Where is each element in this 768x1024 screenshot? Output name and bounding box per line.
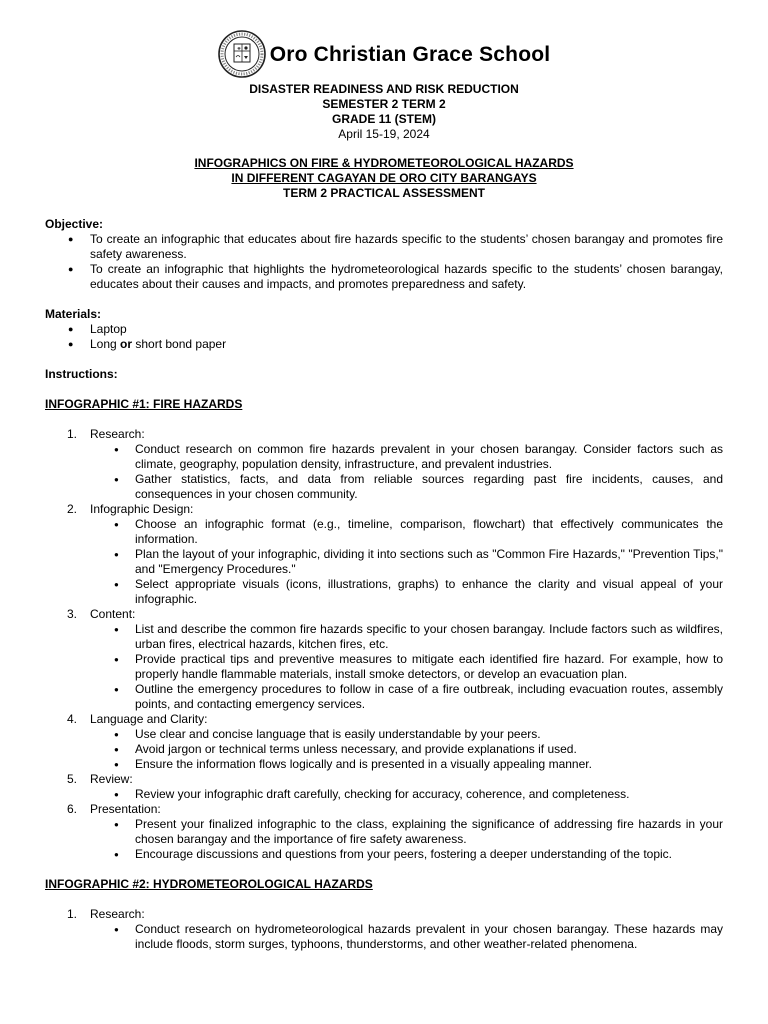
list-item: ● Choose an infographic format (e.g., timeline, comparison, flowchart) that effectively communicates the information. — [45, 517, 723, 547]
step-1 — [45, 907, 723, 952]
infographic-2-heading: INFOGRAPHIC #2: HYDROMETEOROLOGICAL HAZARDS — [45, 877, 373, 891]
assessment-title-line-3: TERM 2 PRACTICAL ASSESSMENT — [282, 186, 486, 200]
infographic-1-steps — [45, 427, 723, 862]
grade-level: GRADE 11 (STEM) — [331, 112, 436, 126]
step-number: 1. — [67, 427, 78, 441]
list-item: ● Provide practical tips and preventive measures to mitigate each identified fire hazard. For example, how to properly handle flammable materials, install smoke detectors, or develop an evacuation plan. — [45, 652, 723, 682]
materials-list — [45, 322, 723, 352]
step-number: 4. — [67, 712, 78, 726]
infographic-1-heading: INFOGRAPHIC #1: FIRE HAZARDS — [45, 397, 243, 411]
step-title: Presentation: — [90, 802, 161, 816]
school-line — [218, 30, 551, 78]
material-part: short bond paper — [132, 337, 227, 351]
assessment-title — [0, 156, 768, 201]
step-number: 5. — [67, 772, 78, 786]
infographic-2-steps — [45, 907, 723, 952]
list-item: ● Laptop — [45, 322, 723, 337]
objective-list — [45, 232, 723, 292]
course-title: DISASTER READINESS AND RISK REDUCTION — [249, 82, 519, 96]
step-title: Review: — [90, 772, 133, 786]
step-3 — [45, 607, 723, 712]
step-title: Infographic Design: — [90, 502, 194, 516]
step-4 — [45, 712, 723, 772]
step-5 — [45, 772, 723, 802]
list-item: ● List and describe the common fire hazards specific to your chosen barangay. Include factors such as wildfires, urban fires, electrical hazards, kitchen fires, etc. — [45, 622, 723, 652]
step-number: 3. — [67, 607, 78, 621]
material-or: or — [120, 337, 133, 351]
list-item: ● Outline the emergency procedures to follow in case of a fire outbreak, including evacuation routes, assembly points, and contacting emergency services. — [45, 682, 723, 712]
step-title: Research: — [90, 427, 145, 441]
step-number: 1. — [67, 907, 78, 921]
list-item: ● Review your infographic draft carefully, checking for accuracy, coherence, and completeness. — [45, 787, 723, 802]
list-item: ● Plan the layout of your infographic, dividing it into sections such as "Common Fire Hazards," "Prevention Tips," and "Emergency Procedures." — [45, 547, 723, 577]
step-number: 6. — [67, 802, 78, 816]
step-2 — [45, 502, 723, 607]
course-titles — [0, 82, 768, 142]
step-title: Language and Clarity: — [90, 712, 208, 726]
date-range: April 15-19, 2024 — [338, 127, 430, 141]
list-item: ● Present your finalized infographic to the class, explaining the significance of addressing fire hazards in your chosen barangay and the importance of fire safety awareness. — [45, 817, 723, 847]
list-item: ● Gather statistics, facts, and data from reliable sources regarding past fire incidents, causes, and consequences in your chosen community. — [45, 472, 723, 502]
materials-heading: Materials: — [45, 307, 102, 321]
objective-heading: Objective: — [45, 217, 104, 231]
document-body — [45, 217, 723, 952]
school-seal-icon — [218, 30, 266, 78]
list-item: ● Conduct research on hydrometeorological hazards prevalent in your chosen barangay. These hazards may include floods, storm surges, typhoons, thunderstorms, and other weather-related phenomena. — [45, 922, 723, 952]
instructions-heading: Instructions: — [45, 367, 118, 381]
step-1 — [45, 427, 723, 502]
list-item: ● To create an infographic that educates about fire hazards specific to the students’ chosen barangay and promotes fire safety awareness. — [45, 232, 723, 262]
school-name: Oro Christian Grace School — [269, 42, 551, 66]
step-title: Content: — [90, 607, 136, 621]
list-item: ● To create an infographic that highlights the hydrometeorological hazards specific to the students’ chosen barangay, educates about their causes and impacts, and promotes preparedness and safety. — [45, 262, 723, 292]
step-title: Research: — [90, 907, 145, 921]
list-item — [45, 337, 723, 352]
material-part: Long — [90, 337, 121, 351]
list-item: ● Ensure the information flows logically and is presented in a visually appealing manner. — [45, 757, 723, 772]
list-item: ● Encourage discussions and questions from your peers, fostering a deeper understanding of the topic. — [45, 847, 723, 862]
step-6 — [45, 802, 723, 862]
semester-term: SEMESTER 2 TERM 2 — [322, 97, 446, 111]
step-number: 2. — [67, 502, 78, 516]
list-item: ● Avoid jargon or technical terms unless necessary, and provide explanations if used. — [45, 742, 723, 757]
list-item: ● Select appropriate visuals (icons, illustrations, graphs) to enhance the clarity and visual appeal of your infographic. — [45, 577, 723, 607]
school-header — [0, 30, 768, 82]
assessment-title-line-2: IN DIFFERENT CAGAYAN DE ORO CITY BARANGAYS — [231, 171, 537, 185]
assessment-title-line-1: INFOGRAPHICS ON FIRE & HYDROMETEOROLOGICAL HAZARDS — [194, 156, 574, 170]
list-item: ● Use clear and concise language that is easily understandable by your peers. — [45, 727, 723, 742]
list-item: ● Conduct research on common fire hazards prevalent in your chosen barangay. Consider factors such as climate, geography, population density, infrastructure, and prevalent industries. — [45, 442, 723, 472]
